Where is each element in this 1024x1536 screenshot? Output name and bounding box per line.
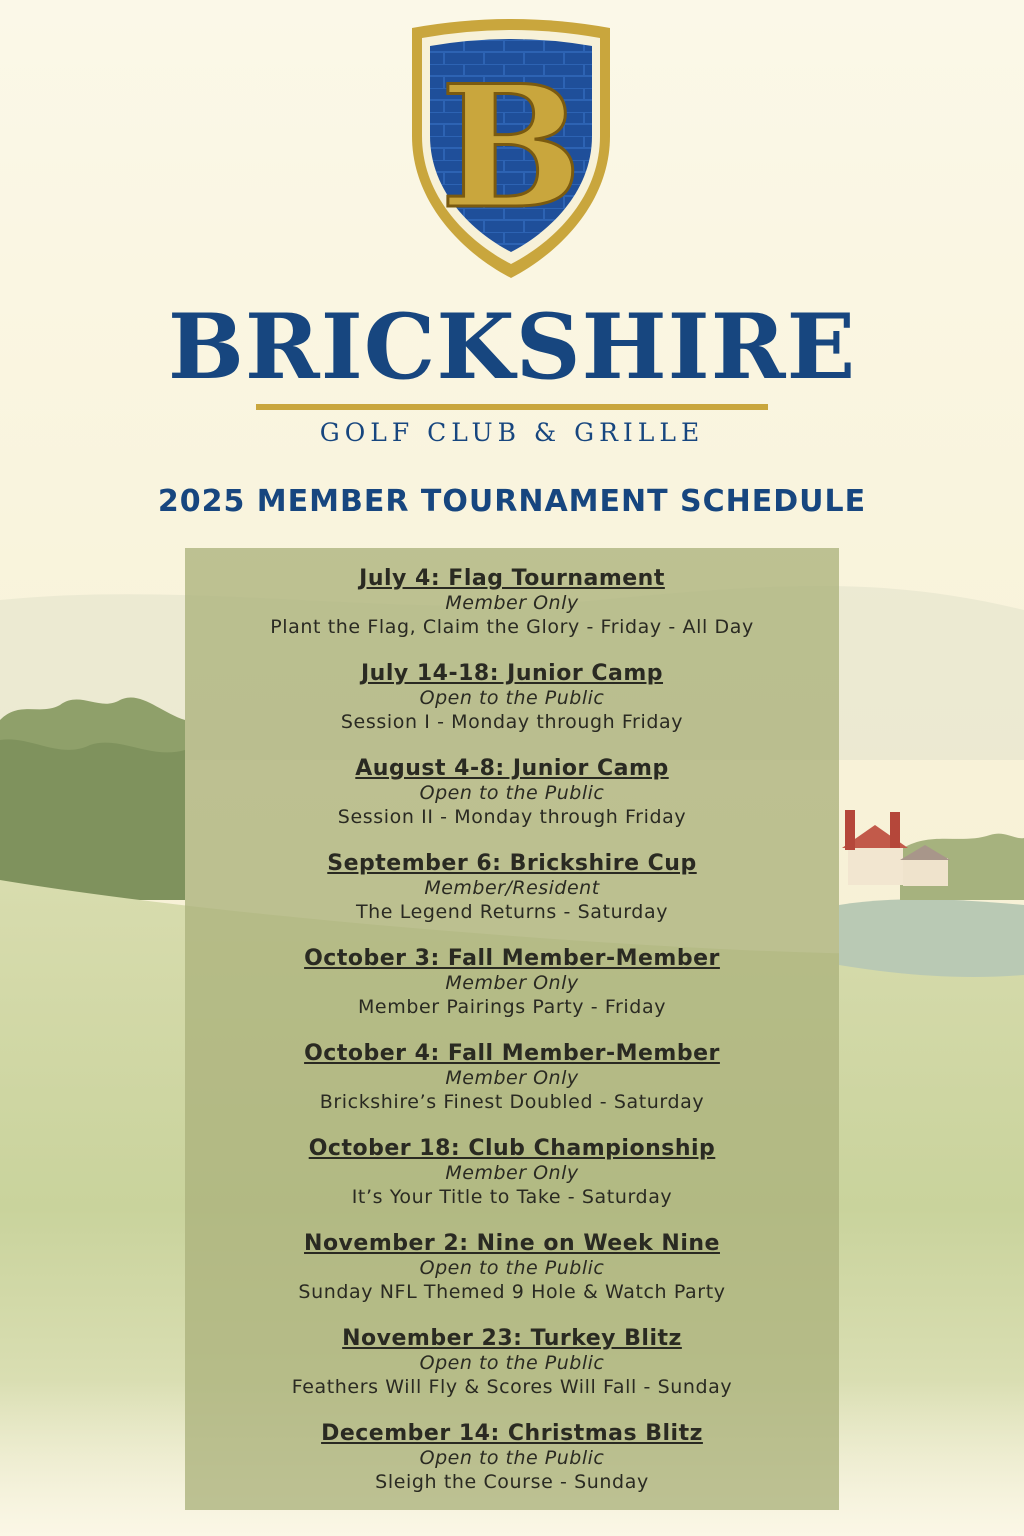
event-access: Member Only [445,972,579,994]
event-title: October 3: Fall Member-Member [304,946,720,971]
event-access: Member Only [445,1067,579,1089]
event-description: Member Pairings Party - Friday [357,996,667,1018]
event-item [185,851,839,924]
event-item [185,756,839,829]
event-item [185,661,839,734]
event-title: October 18: Club Championship [308,1136,716,1161]
schedule-panel [185,548,839,1510]
event-title: October 4: Fall Member-Member [304,1041,720,1066]
event-item [185,1421,839,1494]
event-item [185,946,839,1019]
event-title: December 14: Christmas Blitz [321,1421,703,1446]
event-description: Brickshire’s Finest Doubled - Saturday [319,1091,705,1113]
event-title: September 6: Brickshire Cup [327,851,697,876]
event-title: July 14-18: Junior Camp [360,661,664,686]
event-description: It’s Your Title to Take - Saturday [351,1186,673,1208]
event-title: August 4-8: Junior Camp [355,756,669,781]
event-title: November 23: Turkey Blitz [342,1326,682,1351]
club-name: BRICKSHIRE [167,294,857,400]
event-access: Open to the Public [419,1447,605,1469]
event-description: Session I - Monday through Friday [340,711,684,733]
event-description: The Legend Returns - Saturday [355,901,669,923]
event-item [185,1136,839,1209]
event-access: Open to the Public [419,1257,605,1279]
event-access: Member Only [445,1162,579,1184]
schedule-title: 2025 MEMBER TOURNAMENT SCHEDULE [157,484,867,519]
event-title: July 4: Flag Tournament [359,566,665,591]
event-item [185,1231,839,1304]
event-access: Member Only [445,592,579,614]
gold-divider [256,404,768,410]
event-description: Plant the Flag, Claim the Glory - Friday - All Day [270,616,754,638]
crest-monogram: B [440,48,582,246]
club-crest-logo [404,16,618,286]
event-item [185,566,839,639]
event-description: Sleigh the Course - Sunday [375,1471,649,1493]
event-item [185,1326,839,1399]
event-access: Open to the Public [419,782,605,804]
event-description: Session II - Monday through Friday [337,806,687,828]
event-title: November 2: Nine on Week Nine [304,1231,720,1256]
event-access: Open to the Public [419,687,605,709]
event-access: Open to the Public [419,1352,605,1374]
club-subtitle: GOLF CLUB & GRILLE [319,418,705,447]
event-description: Sunday NFL Themed 9 Hole & Watch Party [298,1281,726,1303]
event-item [185,1041,839,1114]
event-access: Member/Resident [424,877,600,899]
event-description: Feathers Will Fly & Scores Will Fall - Sunday [291,1376,733,1398]
